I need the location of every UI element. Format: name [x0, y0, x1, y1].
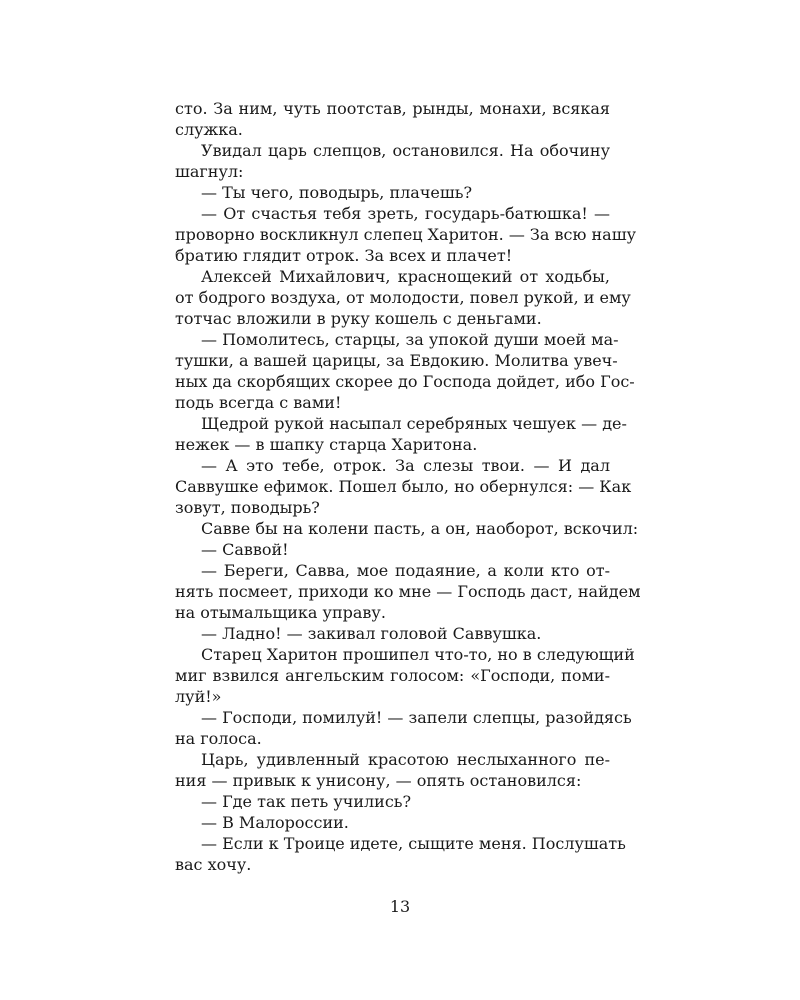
text-line: — От счастья тебя зреть, государь-батюшка! — [201, 204, 610, 223]
text-line: — Помолитесь, старцы, за упокой души моей ма- [201, 330, 619, 349]
text-line: луй!» [175, 687, 222, 706]
text-line: — Ладно! — закивал головой Саввушка. [201, 624, 542, 643]
page-number: 13 [389, 897, 411, 916]
text-line: — Если к Троице идете, сыщите меня. Послушать [201, 834, 626, 853]
text-line: нять посмеет, приходи ко мне — Господь даст, найдем [175, 582, 641, 601]
text-line: нежек — в шапку старца Харитона. [175, 435, 478, 454]
body-text [175, 98, 641, 875]
text-line: тушки, а вашей царицы, за Евдокию. Молитва увеч- [175, 351, 618, 370]
text-line: Савве бы на колени пасть, а он, наоборот, вскочил: [201, 519, 639, 538]
text-line: от бодрого воздуха, от молодости, повел рукой, и ему [175, 288, 631, 307]
text-line: шагнул: [175, 162, 244, 181]
text-line: Щедрой рукой насыпал серебряных чешуек — де- [201, 414, 627, 433]
text-line: Увидал царь слепцов, остановился. На обочину [201, 141, 610, 160]
text-line: тотчас вложили в руку кошель с деньгами. [175, 309, 542, 328]
text-line: ния — привык к унисону, — опять остановился: [175, 771, 582, 790]
text-line: миг взвился ангельским голосом: «Господи, поми- [175, 666, 610, 685]
text-line: — А это тебе, отрок. За слезы твои. — И дал [201, 456, 610, 475]
text-line: — Ты чего, поводырь, плачешь? [201, 183, 473, 202]
text-line: зовут, поводырь? [175, 498, 320, 517]
text-line: на голоса. [175, 729, 262, 748]
text-line: вас хочу. [175, 855, 252, 874]
text-line: — Саввой! [201, 540, 289, 559]
text-line: Старец Харитон прошипел что-то, но в следующий [201, 645, 635, 664]
text-line: — В Малороссии. [201, 813, 349, 832]
text-line: на отымальщика управу. [175, 603, 386, 622]
text-line: ных да скорбящих скорее до Господа дойдет, ибо Гос- [175, 372, 635, 391]
text-line: Алексей Михайлович, краснощекий от ходьбы, [201, 267, 610, 286]
text-line: — Господи, помилуй! — запели слепцы, разойдясь [201, 708, 632, 727]
text-line: служка. [175, 120, 243, 139]
text-line: Саввушке ефимок. Пошел было, но обернулся: — Как [175, 477, 632, 496]
text-line: Царь, удивленный красотою неслыханного пе- [201, 750, 610, 769]
text-line: сто. За ним, чуть поотстав, рынды, монахи, всякая [175, 99, 610, 118]
text-line: проворно воскликнул слепец Харитон. — За всю нашу [175, 225, 636, 244]
text-line: — Береги, Савва, мое подаяние, а коли кто от- [201, 561, 610, 580]
text-line: братию глядит отрок. За всех и плачет! [175, 246, 513, 265]
text-line: — Где так петь учились? [201, 792, 412, 811]
text-line: подь всегда с вами! [175, 393, 342, 412]
